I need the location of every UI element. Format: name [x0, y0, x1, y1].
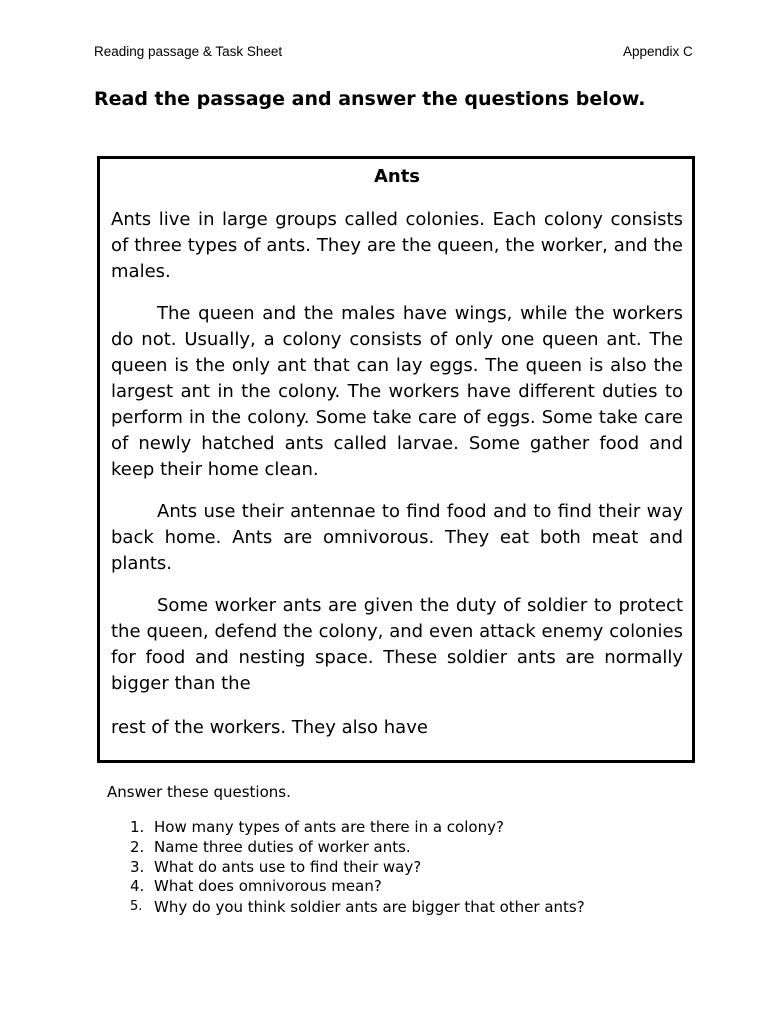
question-item — [130, 877, 382, 897]
question-text: Why do you think soldier ants are bigger that other ants? — [154, 898, 585, 916]
question-text: What do ants use to find their way? — [154, 858, 422, 876]
passage-paragraph-1: Ants live in large groups called colonies. Each colony consists of three types of ants. They are the queen, the worker, and the males. — [111, 209, 683, 282]
question-item — [130, 838, 411, 858]
question-number: 1. — [130, 818, 145, 836]
question-number: 4. — [130, 877, 145, 895]
question-item — [130, 858, 421, 878]
question-number: 2. — [130, 838, 145, 856]
passage-paragraph-2: The queen and the males have wings, while the workers do not. Usually, a colony consists of only one queen ant. The queen is the only ant that can lay eggs. The queen is also the largest ant in the colony. The workers have different duties to perform in the colony. Some take care of eggs. Some take care of newly hatched ants called larvae. Some gather food and keep their home clean. — [111, 303, 683, 480]
passage-title: Ants — [373, 166, 421, 187]
passage-box — [97, 156, 695, 763]
questions-heading: Answer these questions. — [107, 783, 291, 801]
question-text: What does omnivorous mean? — [154, 877, 382, 895]
passage-paragraph-3: Ants use their antennae to find food and to find their way back home. Ants are omnivorous. They eat both meat and plants. — [111, 501, 683, 574]
question-text: How many types of ants are there in a colony? — [154, 818, 504, 836]
question-text: Name three duties of worker ants. — [154, 838, 411, 856]
question-number: 5. — [130, 899, 143, 914]
question-item — [130, 896, 634, 919]
passage-content — [111, 161, 683, 741]
question-number: 3. — [130, 858, 145, 876]
question-item — [130, 818, 504, 838]
passage-cut-line: rest of the workers. They also have — [111, 717, 428, 738]
instruction-heading: Read the passage and answer the questions below. — [94, 88, 646, 110]
appendix-label: Appendix C — [623, 44, 693, 59]
header-title: Reading passage & Task Sheet — [94, 44, 283, 59]
passage-paragraph-4: Some worker ants are given the duty of soldier to protect the queen, defend the colony, and even attack enemy colonies for food and nesting space. These soldier ants are normally bigger than the — [111, 595, 683, 694]
